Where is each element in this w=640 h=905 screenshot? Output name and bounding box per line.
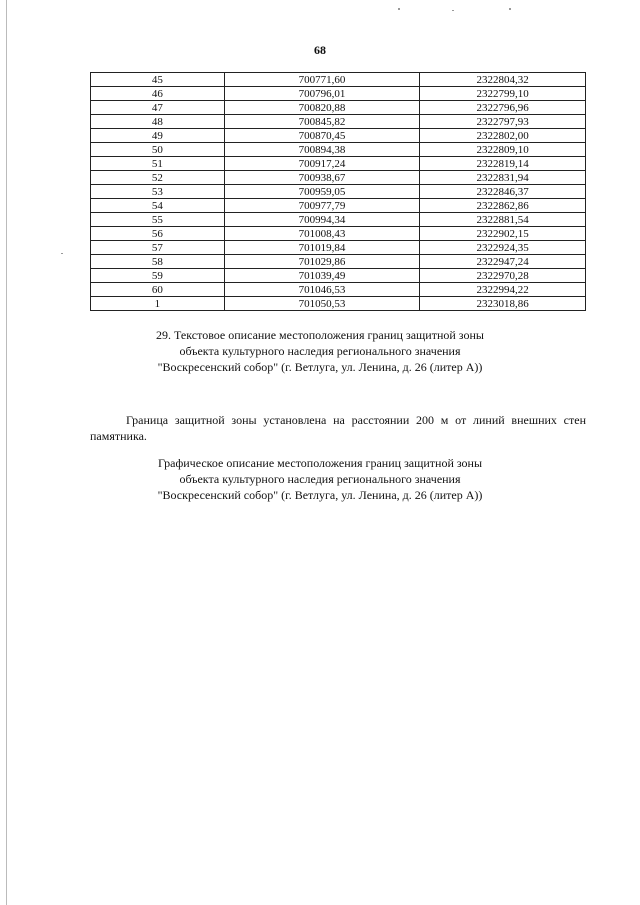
x-coordinate-cell: 700894,38 — [224, 143, 419, 157]
protection-zone-paragraph: Граница защитной зоны установлена на расстоянии 200 м от линий внешних стен памятника. — [90, 413, 586, 443]
scan-speck — [61, 253, 63, 254]
x-coordinate-cell: 700820,88 — [224, 101, 419, 115]
y-coordinate-cell: 2322902,15 — [420, 227, 586, 241]
x-coordinate-cell: 701008,43 — [224, 227, 419, 241]
y-coordinate-cell: 2322797,93 — [420, 115, 586, 129]
section-29-heading — [0, 327, 640, 375]
y-coordinate-cell: 2322799,10 — [420, 87, 586, 101]
point-number-cell: 49 — [91, 129, 225, 143]
x-coordinate-cell: 700938,67 — [224, 171, 419, 185]
table-row — [91, 157, 586, 171]
scan-speck — [452, 10, 454, 11]
y-coordinate-cell: 2322970,28 — [420, 269, 586, 283]
table-row — [91, 297, 586, 311]
x-coordinate-cell: 701029,86 — [224, 255, 419, 269]
point-number-cell: 47 — [91, 101, 225, 115]
point-number-cell: 51 — [91, 157, 225, 171]
scan-edge-line — [6, 0, 7, 905]
coordinates-table — [90, 72, 586, 311]
point-number-cell: 46 — [91, 87, 225, 101]
table-row — [91, 73, 586, 87]
y-coordinate-cell: 2322881,54 — [420, 213, 586, 227]
table-row — [91, 143, 586, 157]
x-coordinate-cell: 700796,01 — [224, 87, 419, 101]
table-row — [91, 171, 586, 185]
table-row — [91, 185, 586, 199]
point-number-cell: 59 — [91, 269, 225, 283]
y-coordinate-cell: 2323018,86 — [420, 297, 586, 311]
x-coordinate-cell: 700917,24 — [224, 157, 419, 171]
y-coordinate-cell: 2322819,14 — [420, 157, 586, 171]
table-row — [91, 199, 586, 213]
x-coordinate-cell: 700771,60 — [224, 73, 419, 87]
point-number-cell: 52 — [91, 171, 225, 185]
y-coordinate-cell: 2322862,86 — [420, 199, 586, 213]
table-row — [91, 255, 586, 269]
table-row — [91, 87, 586, 101]
y-coordinate-cell: 2322831,94 — [420, 171, 586, 185]
y-coordinate-cell: 2322809,10 — [420, 143, 586, 157]
table-row — [91, 283, 586, 297]
section-29-heading-line: 29. Текстовое описание местоположения границ защитной зоны — [156, 328, 484, 342]
point-number-cell: 54 — [91, 199, 225, 213]
graphic-heading-line: Графическое описание местоположения границ защитной зоны — [157, 456, 483, 470]
x-coordinate-cell: 700977,79 — [224, 199, 419, 213]
table-row — [91, 115, 586, 129]
page-number: 68 — [314, 43, 326, 57]
graphic-description-heading — [0, 455, 640, 503]
x-coordinate-cell: 700959,05 — [224, 185, 419, 199]
point-number-cell: 45 — [91, 73, 225, 87]
table-row — [91, 101, 586, 115]
point-number-cell: 48 — [91, 115, 225, 129]
scan-speck — [398, 8, 400, 10]
point-number-cell: 55 — [91, 213, 225, 227]
y-coordinate-cell: 2322804,32 — [420, 73, 586, 87]
x-coordinate-cell: 701019,84 — [224, 241, 419, 255]
y-coordinate-cell: 2322796,96 — [420, 101, 586, 115]
table-row — [91, 129, 586, 143]
point-number-cell: 58 — [91, 255, 225, 269]
table-row — [91, 241, 586, 255]
scan-speck — [509, 8, 511, 10]
point-number-cell: 50 — [91, 143, 225, 157]
point-number-cell: 57 — [91, 241, 225, 255]
point-number-cell: 1 — [91, 297, 225, 311]
y-coordinate-cell: 2322947,24 — [420, 255, 586, 269]
graphic-heading-line: "Воскресенский собор" (г. Ветлуга, ул. Ленина, д. 26 (литер А)) — [157, 488, 483, 502]
point-number-cell: 53 — [91, 185, 225, 199]
x-coordinate-cell: 700845,82 — [224, 115, 419, 129]
y-coordinate-cell: 2322924,35 — [420, 241, 586, 255]
x-coordinate-cell: 701050,53 — [224, 297, 419, 311]
section-29-heading-line: "Воскресенский собор" (г. Ветлуга, ул. Ленина, д. 26 (литер А)) — [157, 360, 483, 374]
x-coordinate-cell: 700870,45 — [224, 129, 419, 143]
x-coordinate-cell: 700994,34 — [224, 213, 419, 227]
graphic-heading-line: объекта культурного наследия регионального значения — [179, 472, 461, 486]
y-coordinate-cell: 2322802,00 — [420, 129, 586, 143]
section-29-heading-line: объекта культурного наследия регионального значения — [179, 344, 461, 358]
point-number-cell: 60 — [91, 283, 225, 297]
x-coordinate-cell: 701046,53 — [224, 283, 419, 297]
y-coordinate-cell: 2322994,22 — [420, 283, 586, 297]
table-row — [91, 269, 586, 283]
point-number-cell: 56 — [91, 227, 225, 241]
coordinates-table-body — [91, 73, 586, 311]
table-row — [91, 227, 586, 241]
table-row — [91, 213, 586, 227]
y-coordinate-cell: 2322846,37 — [420, 185, 586, 199]
x-coordinate-cell: 701039,49 — [224, 269, 419, 283]
